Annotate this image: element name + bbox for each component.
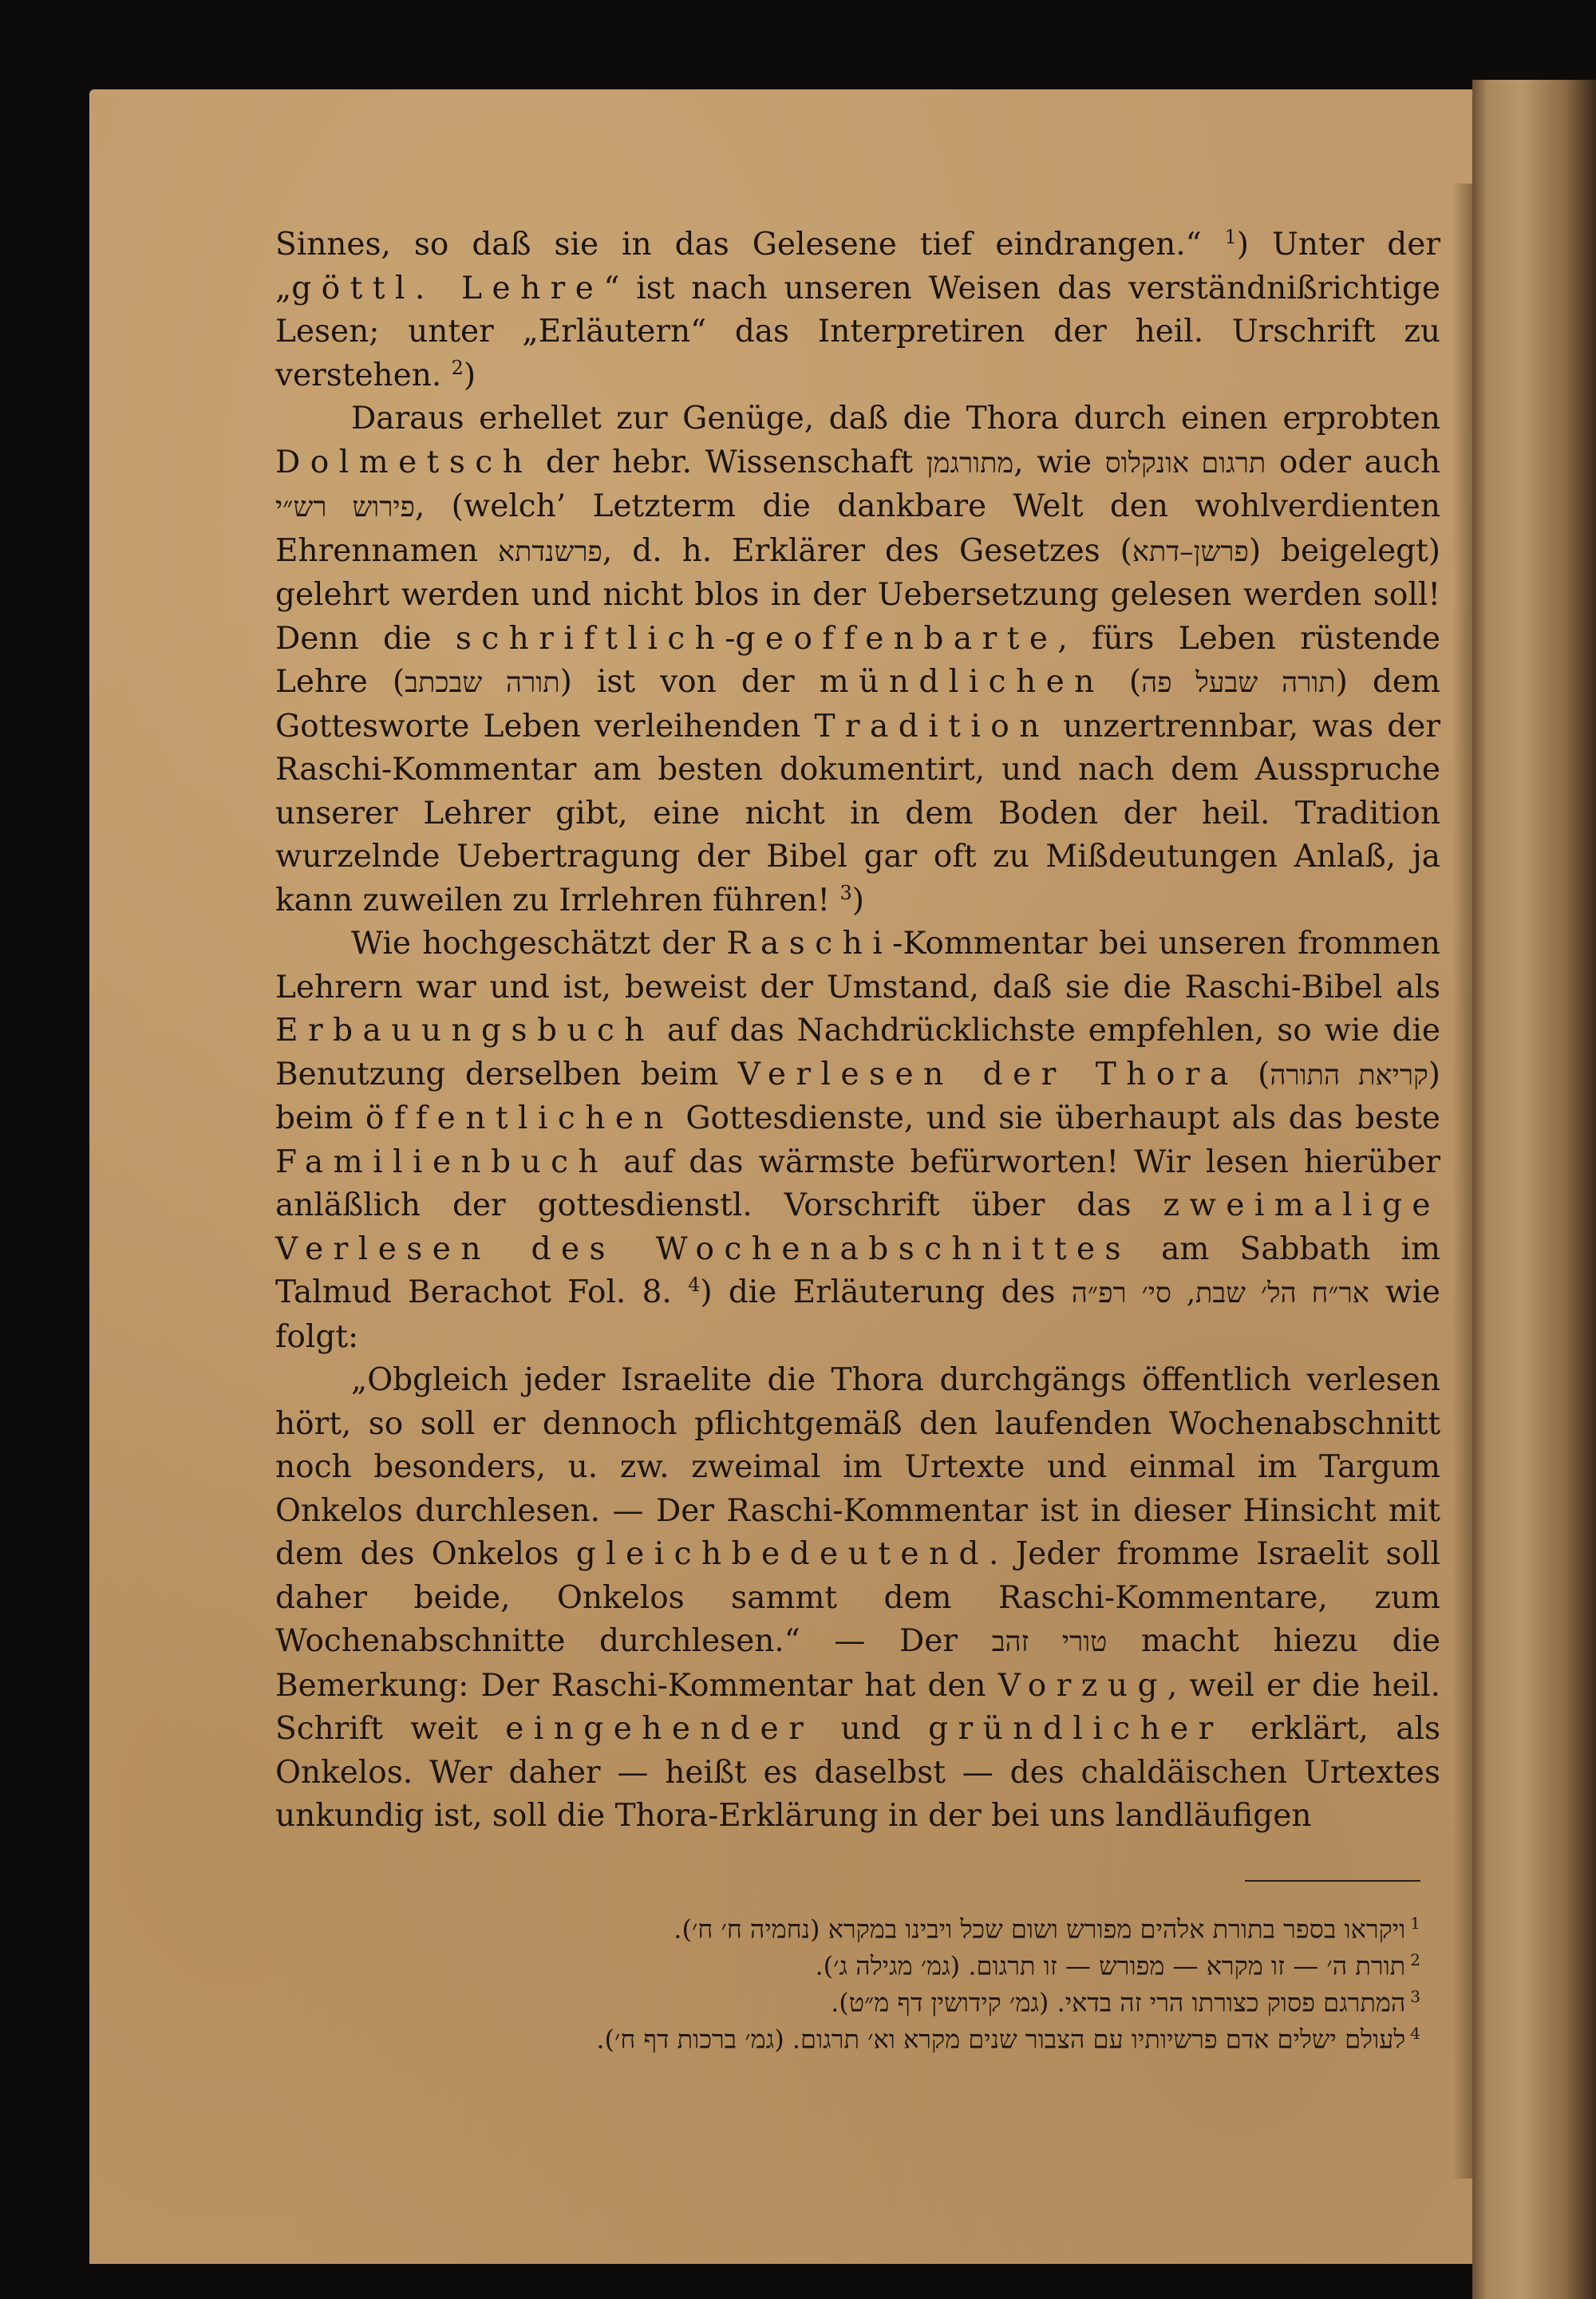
- footnote-ref: 4: [688, 1274, 701, 1296]
- hebrew-term: פירוש רש״י: [275, 492, 415, 523]
- text-run: unzertrennbar, was der Raschi-Kommentar am besten dokumentirt, und nach dem Ausspruche unserer Lehrer gibt, eine nicht in dem Boden der heil. Tradition wurzelnde Uebertragung der Bibel gar oft zu Mißdeutungen Anlaß, ja kann zuweilen zu Irrlehren führen!: [275, 708, 1440, 918]
- footnote-divider: [1245, 1880, 1420, 1882]
- text-run: oder auch: [1266, 444, 1440, 480]
- text-run: -Kommentar bei unseren frommen Lehrern war und ist, beweist der Umstand, daß sie die Raschi-Bibel als: [275, 926, 1440, 1005]
- hebrew-term: פרשן–דתא: [1132, 535, 1249, 568]
- text-run: (: [1104, 664, 1142, 700]
- text-run: am Sabbath im Talmud Berachot Fol. 8.: [275, 1230, 1440, 1310]
- spaced-emphasis: eingehender: [505, 1711, 814, 1747]
- footnote-number: 2: [1410, 1950, 1420, 1969]
- text-run: erklärt, als Onkelos. Wer daher — heißt es daselbst — des chaldäischen Urtextes unkundig ist, soll die Thora-Erklärung in der bei uns landläufigen: [275, 1711, 1440, 1834]
- text-run: ): [463, 357, 476, 393]
- spaced-emphasis: göttl. Lehre: [291, 270, 604, 306]
- text-run: Wie hochgeschätzt der: [351, 926, 727, 962]
- text-run: , d. h. Erklärer des Gesetzes (: [602, 532, 1132, 569]
- footnote-number: 4: [1410, 2024, 1420, 2043]
- text-run: auf das Nachdrücklichste empfehlen, so wie die Benutzung derselben beim: [275, 1013, 1440, 1092]
- spaced-emphasis: gründlicher: [928, 1711, 1223, 1747]
- spaced-emphasis: schriftlich: [455, 620, 725, 657]
- body-text: [275, 223, 1440, 1839]
- hebrew-term: אר״ח הל׳ שבת, סי׳ רפ״ה: [1071, 1278, 1369, 1309]
- text-run: ): [851, 882, 864, 918]
- spaced-emphasis: Familienbuch: [275, 1144, 609, 1180]
- hebrew-term: קריאת התורה: [1270, 1059, 1428, 1092]
- spaced-emphasis: Erbauungsbuch: [275, 1013, 654, 1049]
- text-run: ) dem Gottesworte Leben verleihenden: [275, 664, 1440, 745]
- text-run: , wie: [1013, 444, 1105, 480]
- text-run: . Jeder fromme Israelit soll daher beide, Onkelos sammt dem Raschi-Kommentare, zum Wochenabschnitte durchlesen.“ — Der: [275, 1536, 1440, 1659]
- spaced-emphasis: mündlichen: [819, 664, 1104, 700]
- paragraph: [275, 1359, 1440, 1839]
- book-spine: [1472, 80, 1596, 2299]
- text-run: macht hiezu die Bemerkung: Der Raschi-Kommentar hat den: [275, 1623, 1440, 1704]
- text-run: (: [1238, 1056, 1270, 1092]
- text-run: ) Unter der „: [275, 227, 1440, 306]
- spaced-emphasis: Verlesen der Thora: [737, 1056, 1238, 1092]
- footnote-ref: 1: [1224, 226, 1237, 248]
- text-run: der hebr. Wissenschaft: [532, 444, 926, 480]
- text-run: , fürs Leben rüstende Lehre (: [275, 620, 1440, 700]
- hebrew-term: טורי זהב: [991, 1626, 1108, 1658]
- hebrew-term: מתורגמן: [926, 447, 1014, 480]
- text-run: ) die Erläuterung des: [700, 1274, 1072, 1310]
- text-run: Sinnes, so daß sie in das Gelesene tief eindrangen.“: [275, 227, 1225, 263]
- spaced-emphasis: öffentlichen: [365, 1100, 674, 1136]
- text-run: wie folgt:: [275, 1274, 1440, 1355]
- footnote: [383, 1944, 1420, 1982]
- footnote-ref: 2: [451, 356, 464, 379]
- spaced-emphasis: Vorzug: [998, 1667, 1167, 1704]
- spaced-emphasis: geoffenbarte: [735, 620, 1058, 657]
- spaced-emphasis: gleichbedeutend: [575, 1536, 989, 1572]
- spaced-emphasis: Dolmetsch: [275, 444, 533, 480]
- footnote-ref: 3: [839, 881, 852, 904]
- spaced-emphasis: Raschi: [726, 926, 893, 962]
- text-run: , weil er die heil. Schrift weit: [275, 1667, 1440, 1747]
- text-run: , (welch’ Letzterm die dankbare Welt den wohlverdienten Ehrennamen: [275, 488, 1441, 569]
- spaced-emphasis: Tradition: [814, 708, 1049, 745]
- text-run: ) beim: [275, 1056, 1440, 1136]
- paragraph: [275, 397, 1440, 922]
- text-run: ) beigelegt) gelehrt werden und nicht blos in der Uebersetzung gelesen werden soll! Denn die: [275, 532, 1440, 657]
- text-run: auf das wärmste befürworten! Wir lesen hierüber anläßlich der gottesdienstl. Vorschrift über das: [275, 1144, 1440, 1223]
- text-run: und: [813, 1711, 929, 1747]
- text-run: “ ist nach unseren Weisen das verständnißrichtige Lesen; unter „Erläutern“ das Interpretiren der heil. Urschrift zu verstehen.: [275, 270, 1440, 393]
- text-run: ) ist von der: [559, 664, 820, 700]
- footnote-number: 3: [1410, 1987, 1420, 2006]
- footnote-text: ויקראו בספר בתורת אלהים מפורש ושום שכל ויבינו במקרא (נחמיה ח׳ ח׳).: [674, 1914, 1406, 1945]
- hebrew-term: פרשנדתא: [497, 535, 602, 568]
- footnote: [383, 1907, 1420, 1945]
- footnote: [383, 2017, 1420, 2056]
- text-run: -: [725, 620, 736, 657]
- hebrew-term: תורה שבעל פה: [1141, 667, 1336, 699]
- hebrew-term: תרגום אונקלוס: [1104, 447, 1266, 480]
- spaced-emphasis: zweimalige Verlesen des Wochenabschnittes: [275, 1187, 1440, 1267]
- footnote-text: לעולם ישלים אדם פרשיותיו עם הצבור שנים מקרא וא׳ תרגום. (גמ׳ ברכות דף ח׳).: [596, 2024, 1406, 2055]
- footnote-text: תורת ה׳ — זו מקרא — מפורש — זו תרגום. (גמ׳ מגילה ג׳).: [815, 1950, 1406, 1981]
- footnote: [383, 1981, 1420, 2019]
- footnote-number: 1: [1410, 1914, 1420, 1933]
- text-run: Gottesdienste, und sie überhaupt als das beste: [673, 1100, 1440, 1136]
- text-run: Daraus erhellet zur Genüge, daß die Thora durch einen erprobten: [351, 401, 1440, 436]
- paragraph: [275, 223, 1440, 397]
- hebrew-term: תורה שבכתב: [405, 667, 560, 699]
- footnote-text: המתרגם פסוק כצורתו הרי זה בדאי. (גמ׳ קידושין דף מ״ט).: [831, 1987, 1406, 2018]
- paragraph: [275, 922, 1440, 1359]
- text-run: „Obgleich jeder Israelite die Thora durchgängs öffentlich verlesen hört, so soll er dennoch pflichtgemäß den laufenden Wochenabschnitt noch besonders, u. zw. zweimal im Urtexte und einmal im Targum Onkelos durchlesen. — Der Raschi-Kommentar ist in dieser Hinsicht mit dem des Onkelos: [275, 1362, 1440, 1572]
